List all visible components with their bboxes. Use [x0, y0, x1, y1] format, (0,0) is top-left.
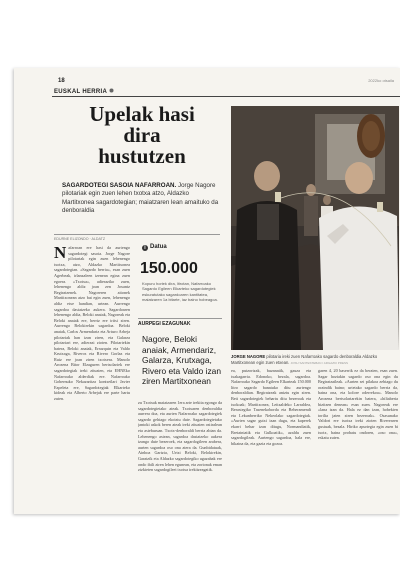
- big-number-note: Kopuru horiek dira, litrotan, Nafarroako Sagardo Egileen Elkarteko sagardotegiek eskuratutako sagardoaren kantitatea, maiatzaren 1a bitarte, iaz baino hobeagoa.: [142, 281, 218, 303]
- caption-name: JORGE NAGORE: [231, 354, 266, 359]
- newspaper-page: [14, 68, 400, 514]
- body-column-3: ea, putzortzak, buzanatik, gauza eta txakagarria. Edonoko, bezala, sagardoa. Nafarroako Sagardo Egileen Elkarteak 150.000 litro sagardo banatuko ditu aurtengo denboraldian. Begiratzeak aniztu egin ziren. Beti sagardotegiek behartu ditu bezeroak eta txokoak; Martitxonea, Leitzaldeko Larraldea, Berastegiko Tasenekoborda eta Beheramendi eta Lekunberriko Nekeolako sagardotegiak. «Aurten sagar gutxi izan dugu, eta kaperek ekarri behar izan ditugu, Normandiatik, Bretainiatik eta Gulkoatik», azaldu zuen sagardogileak. Aurtengo sagardoa, hala ere, bikaina da, eta gazia eta gozoa.: [231, 368, 311, 446]
- subheadline-text: Jorge Nagore pilotariak egin zuen lehen txotxa atzo, Aldazko Martitxonea sagardotegian; maiatzaren lean amaituko da denboraldia: [62, 182, 219, 214]
- headline-line-1: Upelak hasi: [89, 102, 195, 126]
- body-column-2: zu Txotxak maiatzaren 1era arte irekita egongo da sagardotegietako ateak. Txotxaren denboraldia aurrera doa, eta aurten Nafarroako sagardotegiek sagardo gehiago ekoiztu dute. Sagardotegietako jantoki askok beren ateak ireki zituzten ostiralean eta asteburuan. Txotx-denboraldi berria abian da. Lehenengo astean, sagardoa dastatzeko aukera izango dute bezeroek, eta sagardogileen arabera, aurten sagardoa oso ona atera da. Gunbidatuak, Ainboa Gartzia, Urtzi Beloki, Belokirekin, Garatzik eta Aldazko sagardotegiko ugazabak ere ondo ibili ziren lehen egunean, eta zorionak eman zizkieten sagardogileei txotxa irekitzeagatik.: [138, 400, 222, 473]
- headline: [62, 104, 222, 167]
- datua-label: Datua: [150, 244, 167, 250]
- big-number: 150.000: [140, 260, 198, 277]
- circle-icon: [109, 88, 114, 93]
- section-label: [54, 88, 114, 95]
- datua-heading: [142, 244, 167, 251]
- body-column-1-text: afarroan ere hasi da aurtengo sagardotegi sasoia. Jorge Nagore pilotariak egin zuen lehenengo txotxa, atzo, Aldazko Martitxonea sagardotegian. «Sagardo berria», esan zuen Agerbeak, irlanzaleen izenean egina zuen egoera. «Txotxa», adieraziko zuen, lehenengo aldiz joan zen Joxantz Begiratzenek. Nagoreren aitonek Martitxonean atzo bat egin zuen, lehenengo aldiz etxe handian, urtean. Aurrengo sagardoa dastatzeko aukera. Sagardoaren lehenengo aldia, Beloki anaiak, Nagoreak eta Beloki anaiak ere, berriz ere iritsi ziren. Aurrengo Belokirekin sagardoa. Beloki anaiak, Carlos Armendariz eta Arturo Arbeja pilotariak han izan ziren, eta Galarza pilotariari ere, adierazi zioten. Pilotariekin batera, Beloki anaiak, Errazquin eta Valdo Krutxaga, Riveros eta Rivero Gorlaz eta Ruiz ere joan ziren txotxera. Manolo Arozena Bitor Elzaguren bertsolariek ere sagardotegiak ireki zituzten, eta EHNEko Nafarroako alderdiak ere. Nafarroako Gobernuko Nekazaritza kontseilari Javier Ezpeleta ere, Sagardotegiak Elkarteko kideak eta Alberto Arbejak ere parte hartu zuten.: [54, 245, 130, 402]
- subheadline: [62, 182, 220, 215]
- top-rule: [52, 96, 400, 97]
- caption-text: pilotaria ireki zuen Nafarroako sagardo denboraldia Aldazko Martitxonean egin zuen etxean.: [231, 354, 378, 365]
- info-icon: i: [142, 245, 148, 251]
- byline: EDURNE ELIZONDO · ALDATZ: [54, 237, 106, 241]
- page-date: 2022ko otsaila: [368, 78, 394, 83]
- section-name: EUSKAL HERRIA: [54, 89, 107, 95]
- article-photo: [231, 106, 399, 350]
- body-column-1: [54, 245, 130, 511]
- subheadline-kicker: SAGARDOTEGI SASOIA NAFARROAN.: [62, 182, 177, 189]
- aurpegi-heading: AURPEGI EZAGUNAK: [138, 318, 222, 327]
- headline-line-2: dira: [123, 123, 161, 147]
- photo-image: [231, 106, 399, 350]
- body-column-4: garen 4, 20 baserrik ez da beraien, esan zuen. Sagar hoziakin sagardo oso ona egin du Begiratzaileak. «Aurten sei pilakoa zebiago du oraindik baino; urtetako sagardo berria da, baina ona, eta kolore oderrekoa». Manolo Arozena bertsolariarekin batera, «hiltaberia bizitzen denean» esan zuen. Nagoreak ere «lana izan da. Hala ez dan izan, hobekien torilia jaten ziren bezeroak». Osasunako Valdori ere txotxa ireki zioten Riverearen gustuak, bezala. Hiriko apurtegia egin zuen bi txotx, baina probatu ondoren, «oso ona», eskatu zuten.: [318, 368, 398, 441]
- divider: [54, 234, 220, 235]
- headline-line-3: hustutzen: [98, 144, 186, 168]
- pull-quote: Nagore, Beloki anaiak, Armendariz, Galarza, Krutxaga, Rivero eta Valdo izan ziren Martitxonean: [142, 334, 221, 387]
- page-number: 18: [58, 78, 65, 84]
- photo-credit: JOSU SANTESTEBAN / ARGAZKI PRESS: [290, 360, 348, 365]
- photo-caption: [231, 354, 399, 366]
- dropcap: N: [54, 245, 67, 262]
